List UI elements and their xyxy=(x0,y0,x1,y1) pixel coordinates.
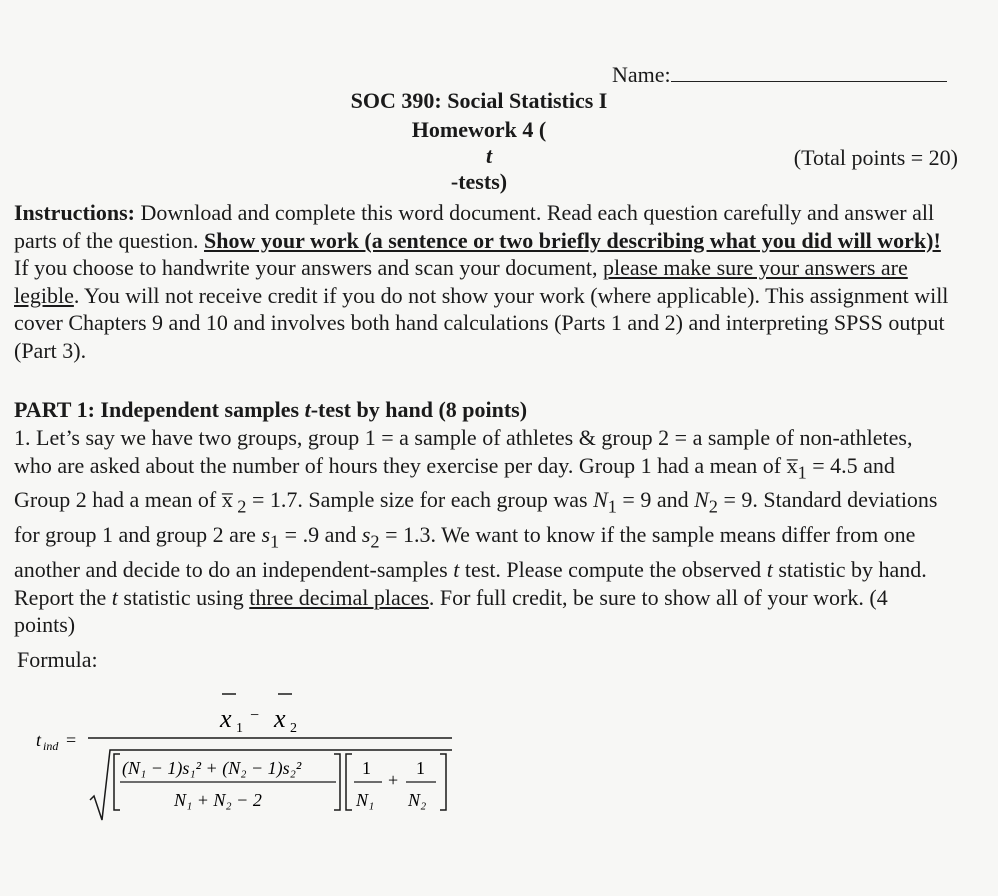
t-test-formula xyxy=(36,680,476,830)
right-bracket-2 xyxy=(440,754,446,810)
course-title: SOC 390: Social Statistics I xyxy=(350,88,608,113)
formula-graphic xyxy=(36,680,476,830)
name-field xyxy=(612,62,947,88)
numerator-sub1: 1 xyxy=(236,721,243,736)
numerator-minus: − xyxy=(250,707,260,724)
numerator-x1: x xyxy=(220,704,232,733)
formula-equals: = xyxy=(66,730,77,750)
show-work-note: Show your work (a sentence or two briefly describing what you did will work)! xyxy=(204,227,941,253)
name-label: Name: xyxy=(612,62,671,87)
total-points: (Total points = 20) xyxy=(793,145,958,170)
numerator-sub2: 2 xyxy=(290,721,297,736)
one-over-n2-den: N₂ xyxy=(408,790,427,810)
inner-denominator: N₁ + N₂ − 2 xyxy=(174,790,262,810)
formula-label: Formula: xyxy=(17,647,98,672)
question-1: 1. Let’s say we have two groups, group 1 = a sample of athletes & group 2 = a sample of non-athletes, who are asked about the number of hours they exercise per day. Group 1 had a mean of $x̅_1 = 4.5$ and Group 2 had a mean of x̅ $_2$ = 1.7. Sample size for each group was $N_1 = 9$ and $N_2 = 9$. Standard deviations for group 1 and group 2 are $s_1 = .9$ and $s_2 = 1.3$. We want to know if the sample means differ from one another and decide to do an independent-samples t test. Please compute the observed t statistic by hand. Report the t statistic using three decimal places. For full credit, be sure to show all of your work. (4 points) xyxy=(14,425,938,638)
plus-sign: + xyxy=(388,770,399,790)
one-over-n2-num: 1 xyxy=(416,758,425,778)
instructions-lead: Instructions: xyxy=(14,200,136,225)
instructions-paragraph: Instructions: Download and complete this word document. Read each question carefully and answer all parts of the question. Show your work (a sentence or two briefly describing what you did will work)! If you choose to handwrite your answers and scan your document, please make sure your answers are legible. You will not receive credit if you do not show your work (where applicable). This assignment will cover Chapters 9 and 10 and involves both hand calculations (Parts 1 and 2) and interpreting SPSS output (Part 3). xyxy=(14,200,949,363)
name-blank-line xyxy=(671,63,947,82)
homework-title: Homework 4 ( t -tests) xyxy=(411,117,547,194)
left-bracket xyxy=(114,754,120,810)
formula-lhs: t xyxy=(36,730,42,750)
inner-numerator: (N₁ − 1)s₁² + (N₂ − 1)s₂² xyxy=(122,758,302,778)
one-over-n1-den: N₁ xyxy=(356,790,375,810)
formula-lhs-sub: ind xyxy=(43,739,59,753)
numerator-x2: x xyxy=(274,704,286,733)
legible-note: please make sure your answers are legible xyxy=(14,255,908,308)
three-decimals-note: three decimal places xyxy=(249,584,429,610)
one-over-n1-num: 1 xyxy=(362,758,371,778)
left-bracket-2 xyxy=(346,754,352,810)
part1-heading: PART 1: Independent samples t-test by hand (8 points) xyxy=(14,397,528,422)
